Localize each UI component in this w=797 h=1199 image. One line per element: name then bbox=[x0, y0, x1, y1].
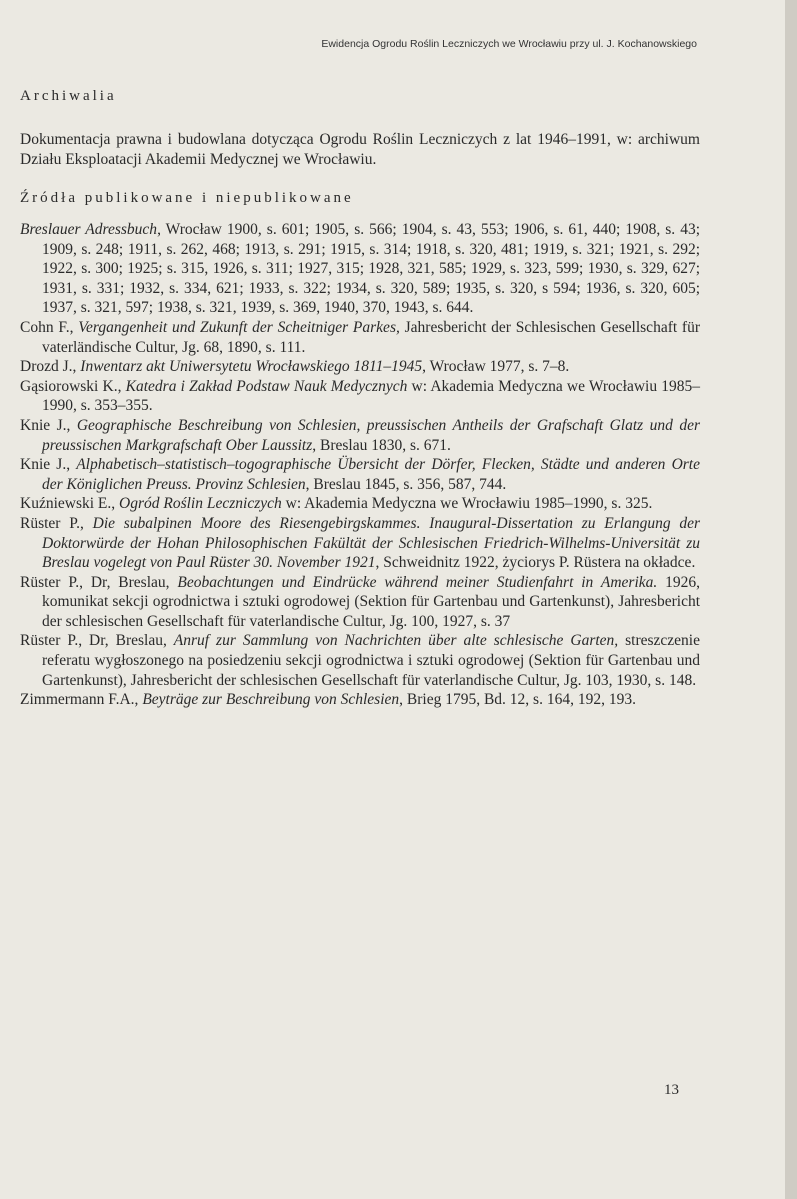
entry-details: w: Akademia Medyczna we Wrocławiu 1985–1990, s. 353–355. bbox=[42, 377, 701, 415]
entry-details: , Brieg 1795, Bd. 12, s. 164, 192, 193. bbox=[399, 691, 636, 709]
entry-details: , Breslau 1830, s. 671. bbox=[312, 436, 451, 454]
entry-title: Geographische Beschreibung von Schlesien, preussischen Antheils der Grafschaft Glatz und der preussischen Markgrafschaft Ober Laussitz bbox=[42, 416, 700, 454]
bibliography-entry bbox=[20, 514, 700, 573]
entry-author: Drozd J., bbox=[20, 358, 81, 376]
entry-author: Rüster P., bbox=[20, 514, 93, 532]
page-edge bbox=[785, 0, 797, 1199]
bibliography-entry bbox=[20, 573, 700, 632]
bibliography-entry bbox=[20, 220, 700, 318]
page-number: 13 bbox=[664, 1082, 679, 1098]
bibliography-list bbox=[20, 220, 700, 710]
zrodla-heading: Źródła publikowane i niepublikowane bbox=[20, 190, 354, 206]
entry-title: Beobachtungen und Eindrücke während meiner Studienfahrt in Amerika. bbox=[177, 573, 658, 591]
entry-author: Knie J., bbox=[20, 416, 77, 434]
entry-details: , Wrocław 1977, s. 7–8. bbox=[422, 358, 570, 376]
bibliography-entry bbox=[20, 318, 700, 357]
entry-title: Ogród Roślin Leczniczych bbox=[119, 495, 282, 513]
entry-author: Zimmermann F.A., bbox=[20, 691, 143, 709]
entry-title: Alphabetisch–statistisch–togographische Übersicht der Dörfer, Flecken, Städte und anderen Orte der Königlichen Preuss. Provinz Schlesien bbox=[42, 456, 700, 493]
running-header: Ewidencja Ogrodu Roślin Leczniczych we Wrocławiu przy ul. J. Kochanowskiego bbox=[321, 38, 697, 50]
entry-details: , Breslau 1845, s. 356, 587, 744. bbox=[305, 475, 507, 493]
entry-details: 1926, komunikat sekcji ogrodnictwa i sztuki ogrodowej (Sektion für Gartenbau und Gartenkunst), Jahresbericht der schlesischen Gesellschaft für vaterlandische Cultur, Jg. 100, 1927, s. 37 bbox=[42, 573, 701, 630]
entry-title: Katedra i Zakład Podstaw Nauk Medycznych bbox=[125, 377, 408, 395]
bibliography-entry bbox=[20, 377, 700, 416]
entry-details: , Schweidnitz 1922, życiorys P. Rüstera na okładce. bbox=[375, 554, 696, 572]
archiwalia-text: Dokumentacja prawna i budowlana dotycząca Ogrodu Roślin Leczniczych z lat 1946–1991, w: archiwum Działu Eksploatacji Akademii Medycznej we Wrocławiu. bbox=[20, 131, 700, 168]
bibliography-entry bbox=[20, 631, 700, 690]
entry-title: Beyträge zur Beschreibung von Schlesien bbox=[142, 691, 400, 709]
bibliography-entry bbox=[20, 357, 700, 377]
entry-author: Rüster P., Dr, Breslau, bbox=[20, 632, 174, 650]
archiwalia-heading: Archiwalia bbox=[20, 88, 117, 104]
entry-author: Gąsiorowski K., bbox=[20, 377, 126, 395]
bibliography-entry bbox=[20, 690, 700, 710]
entry-title: Die subalpinen Moore des Riesengebirgskammes. Inaugural-Dissertation zu Erlangung der Doktorwürde der Hohan Philosophischen Fakültät der Schlesischen Friedrich-Wilhelms-Universität zu Breslau vogelegt von Paul Rüster 30. November 1921 bbox=[42, 514, 701, 572]
entry-title: Anruf zur Sammlung von Nachrichten über alte schlesische Garten, bbox=[173, 632, 619, 650]
entry-author: Rüster P., Dr, Breslau, bbox=[20, 573, 178, 591]
entry-title: Breslauer Adressbuch bbox=[20, 221, 158, 238]
entry-title: Inwentarz akt Uniwersytetu Wrocławskiego 1811–1945 bbox=[80, 358, 423, 376]
entry-author: Knie J., bbox=[20, 456, 77, 474]
entry-details: Jahresbericht der Schlesischen Gesellschaft für vaterländische Cultur, Jg. 68, 1890, s. 111. bbox=[42, 318, 701, 356]
entry-author: Cohn F., bbox=[20, 318, 79, 336]
entry-title: Vergangenheit und Zukunft der Scheitniger Parkes, bbox=[78, 318, 400, 336]
entry-details: , Wrocław 1900, s. 601; 1905, s. 566; 1904, s. 43, 553; 1906, s. 61, 440; 1908, s. 43; 1909, s. 248; 1911, s. 262, 468; 1913, s. 291; 1915, s. 314; 1918, s. 320, 481; 1919, s. 321; 1921, s. 292; 1922, s. 300; 1925; s. 315, 1926, s. 311; 1927, 315; 1928, 321, 585; 1929, s. 323, 599; 1930, s. 329, 627; 1931, s. 331; 1932, s. 334, 621; 1933, s. 322; 1934, s. 320, 589; 1935, s. 320, s 594; 1936, s. 320, 605; 1937, s. 321, 597; 1938, s. 321, 1939, s. 369, 1940, 370, 1943, s. 644. bbox=[42, 221, 701, 317]
bibliography-entry bbox=[20, 455, 700, 494]
entry-details: streszczenie referatu wygłoszonego na posiedzeniu sekcji ogrodnictwa i sztuki ogrodowej (Sektion für Gartenbau und Gartenkunst), Jahresbericht der schlesischen Gesellschaft für vaterlandische Cultur, Jg. 103, 1930, s. 148. bbox=[42, 632, 700, 689]
bibliography-entry bbox=[20, 416, 700, 455]
entry-author: Kuźniewski E., bbox=[20, 495, 120, 513]
bibliography-entry bbox=[20, 494, 700, 514]
entry-details: w: Akademia Medyczna we Wrocławiu 1985–1990, s. 325. bbox=[281, 495, 653, 513]
